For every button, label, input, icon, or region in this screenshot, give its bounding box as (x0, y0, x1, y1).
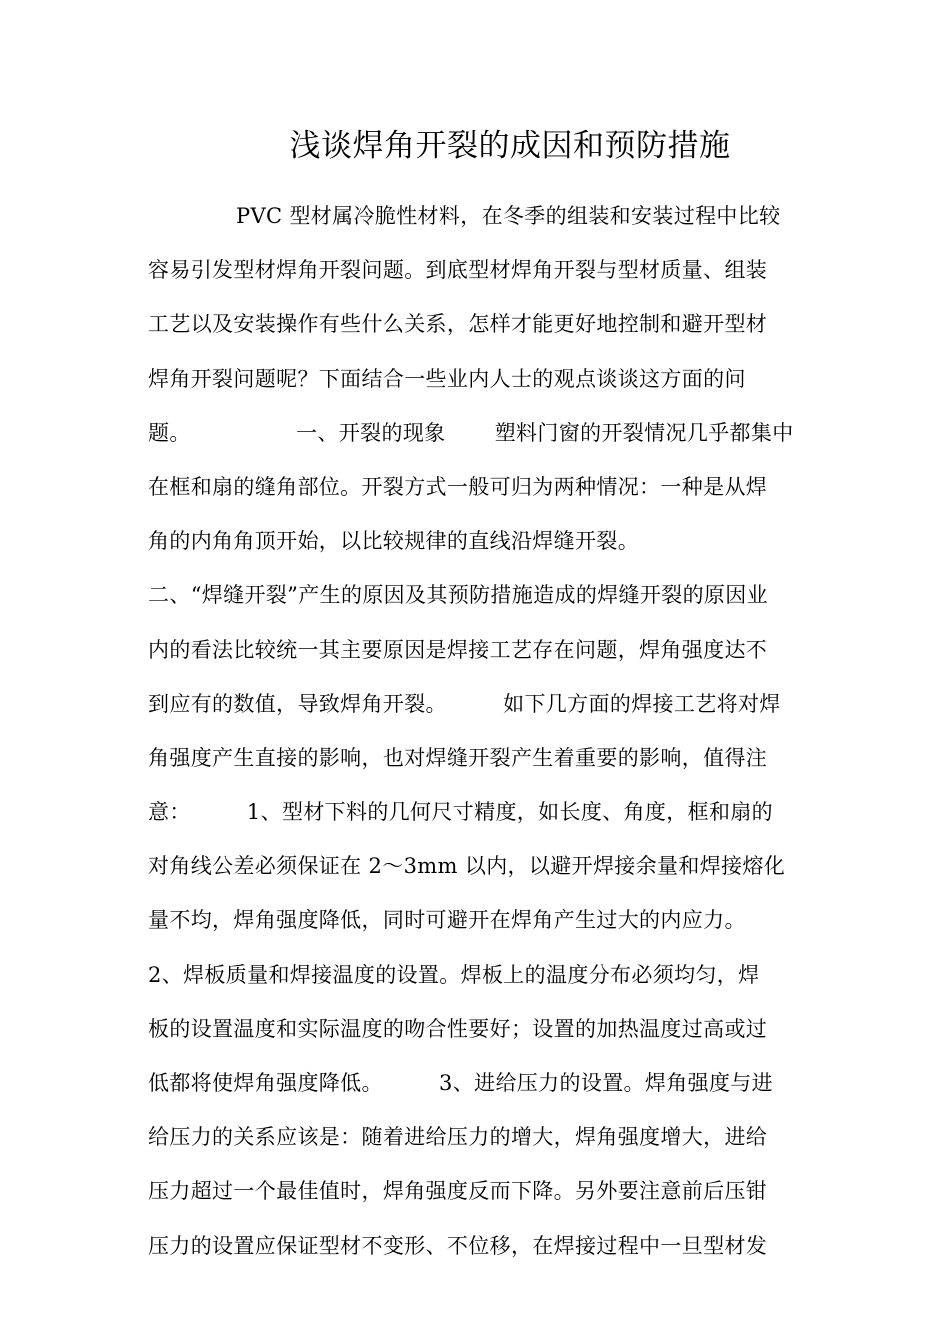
text-line: 板的设置温度和实际温度的吻合性要好；设置的加热温度过高或过 (148, 1016, 768, 1041)
text-line: 意： 1、型材下料的几何尺寸精度，如长度、角度，框和扇的 (148, 800, 774, 825)
text-line: 量不均，焊角强度降低，同时可避开在焊角产生过大的内应力。 (148, 908, 746, 933)
text-line: 到应有的数值，导致焊角开裂。 如下几方面的焊接工艺将对焊 (148, 691, 781, 716)
text-line: 题。 一、开裂的现象 塑料门窗的开裂情况几乎都集中 (148, 420, 794, 445)
text-line: 在框和扇的缝角部位。开裂方式一般可归为两种情况：一种是从焊 (148, 474, 768, 499)
text-line: 2、焊板质量和焊接温度的设置。焊板上的温度分布必须均匀，焊 (148, 962, 760, 987)
text-line: 低都将使焊角强度降低。 3、进给压力的设置。焊角强度与进 (148, 1071, 774, 1095)
text-line: 压力的设置应保证型材不变形、不位移，在焊接过程中一旦型材发 (148, 1233, 768, 1258)
document-body (148, 194, 808, 1278)
text-line: 角的内角角顶开始，以比较规律的直线沿焊缝开裂。 (148, 529, 640, 554)
text-line: 容易引发型材焊角开裂问题。到底型材焊角开裂与型材质量、组装 (148, 258, 768, 283)
document-title: 浅谈焊角开裂的成因和预防措施 (289, 128, 731, 164)
text-line: 工艺以及安装操作有些什么关系，怎样才能更好地控制和避开型材 (148, 312, 768, 337)
text-line: 对角线公差必须保证在 2～3mm 以内，以避开焊接余量和焊接熔化 (148, 854, 786, 879)
text-line: 二、“焊缝开裂”产生的原因及其预防措施造成的焊缝开裂的原因业 (148, 583, 768, 608)
text-line: 焊角开裂问题呢？下面结合一些业内人士的观点谈谈这方面的问 (148, 366, 746, 391)
text-line: 内的看法比较统一其主要原因是焊接工艺存在问题，焊角强度达不 (148, 637, 768, 662)
text-line: PVC 型材属冷脆性材料，在冬季的组装和安装过程中比较 (236, 204, 781, 228)
text-line: 角强度产生直接的影响，也对焊缝开裂产生着重要的影响，值得注 (148, 745, 768, 770)
text-line: 给压力的关系应该是：随着进给压力的增大，焊角强度增大，进给 (148, 1125, 768, 1150)
text-line: 压力超过一个最佳值时，焊角强度反而下降。另外要注意前后压钳 (148, 1179, 768, 1204)
